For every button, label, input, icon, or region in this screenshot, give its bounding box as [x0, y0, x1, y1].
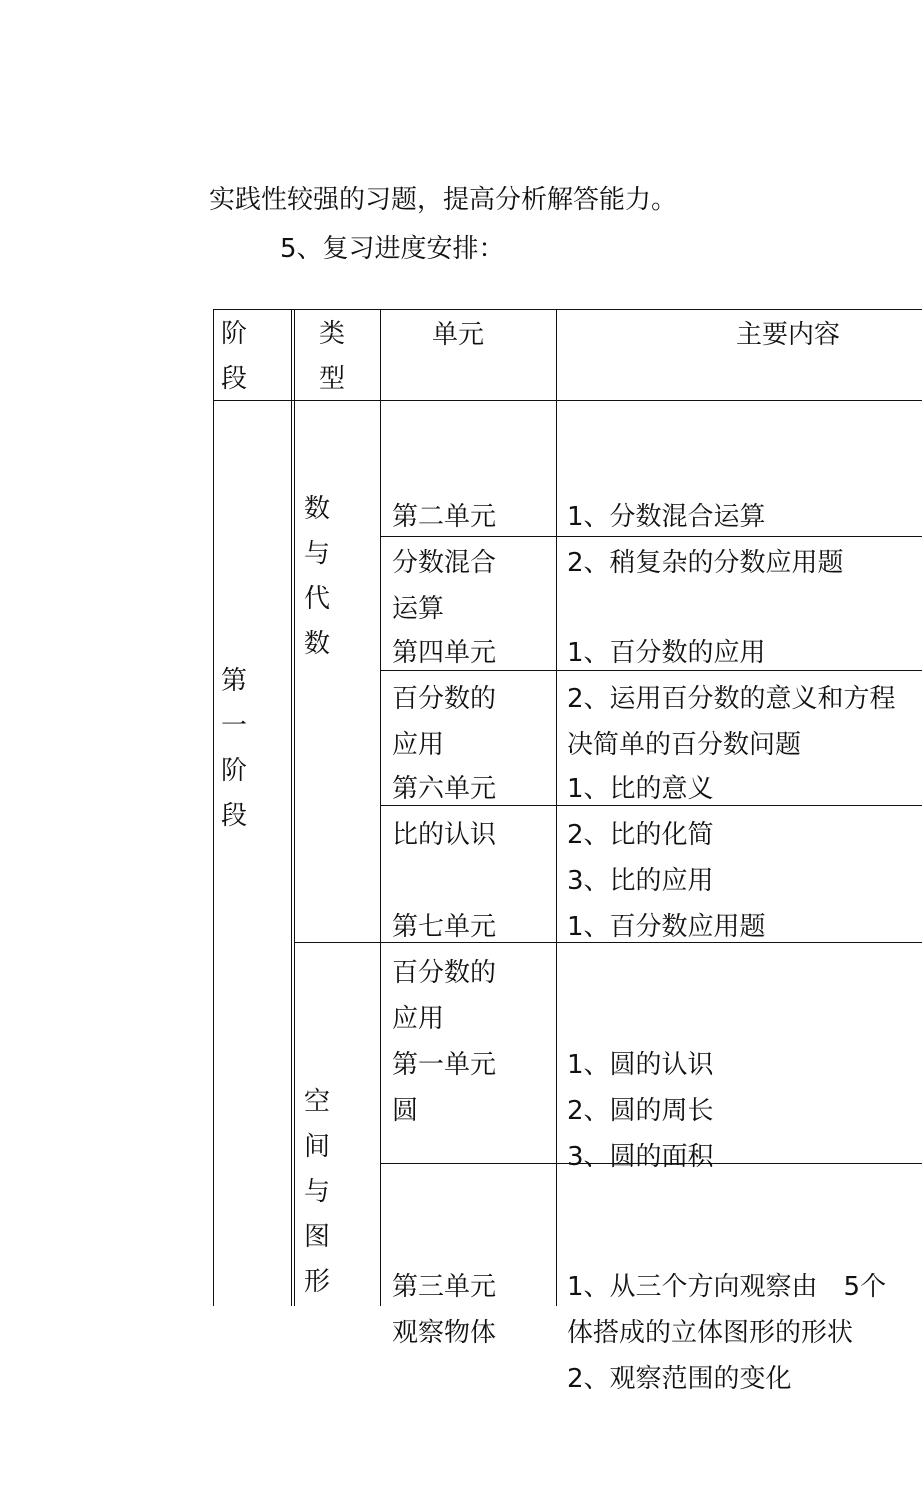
unit-cell: 第七单元 百分数的 应用: [392, 912, 497, 1034]
header-content: 主要内容: [736, 320, 841, 350]
stage-label: 第 一 阶 段: [221, 666, 248, 831]
unit-cell: 第二单元 分数混合 运算: [392, 502, 497, 624]
unit-cell: 第四单元 百分数的 应用: [392, 638, 497, 760]
content-cell: 1、百分数的应用 2、运用百分数的意义和方程 决简单的百分数问题: [567, 638, 896, 760]
content-cell: 1、比的意义 2、比的化简 3、比的应用: [567, 774, 714, 896]
content-cell: 1、分数混合运算 2、稍复杂的分数应用题: [567, 502, 844, 578]
header-stage: 阶 段: [221, 319, 248, 394]
content-cell: 1、圆的认识 2、圆的周长 3、圆的面积: [567, 1050, 714, 1172]
table-rule: [556, 309, 557, 1306]
table-rule: [213, 309, 922, 310]
table-rule: [294, 309, 295, 1306]
unit-cell: 第一单元 圆: [392, 1050, 497, 1126]
type-label-number-algebra: 数 与 代 数: [304, 494, 331, 659]
table-rule: [213, 309, 214, 1306]
header-unit: 单元: [432, 320, 485, 350]
paragraph-line-1: 实践性较强的习题，提高分析解答能力。: [209, 185, 678, 215]
unit-cell: 第六单元 比的认识: [392, 774, 497, 850]
table-rule: [291, 309, 292, 1306]
content-cell: 1、百分数应用题: [567, 912, 766, 942]
table-rule: [380, 309, 381, 1306]
unit-cell: 第三单元 观察物体: [392, 1272, 497, 1348]
type-label-space-shape: 空 间 与 图 形: [304, 1087, 331, 1297]
content-cell: 1、从三个方向观察由 5个 体搭成的立体图形的形状 2、观察范围的变化: [567, 1272, 887, 1394]
header-type: 类 型: [319, 319, 346, 394]
paragraph-line-2: 5、复习进度安排：: [280, 234, 505, 264]
